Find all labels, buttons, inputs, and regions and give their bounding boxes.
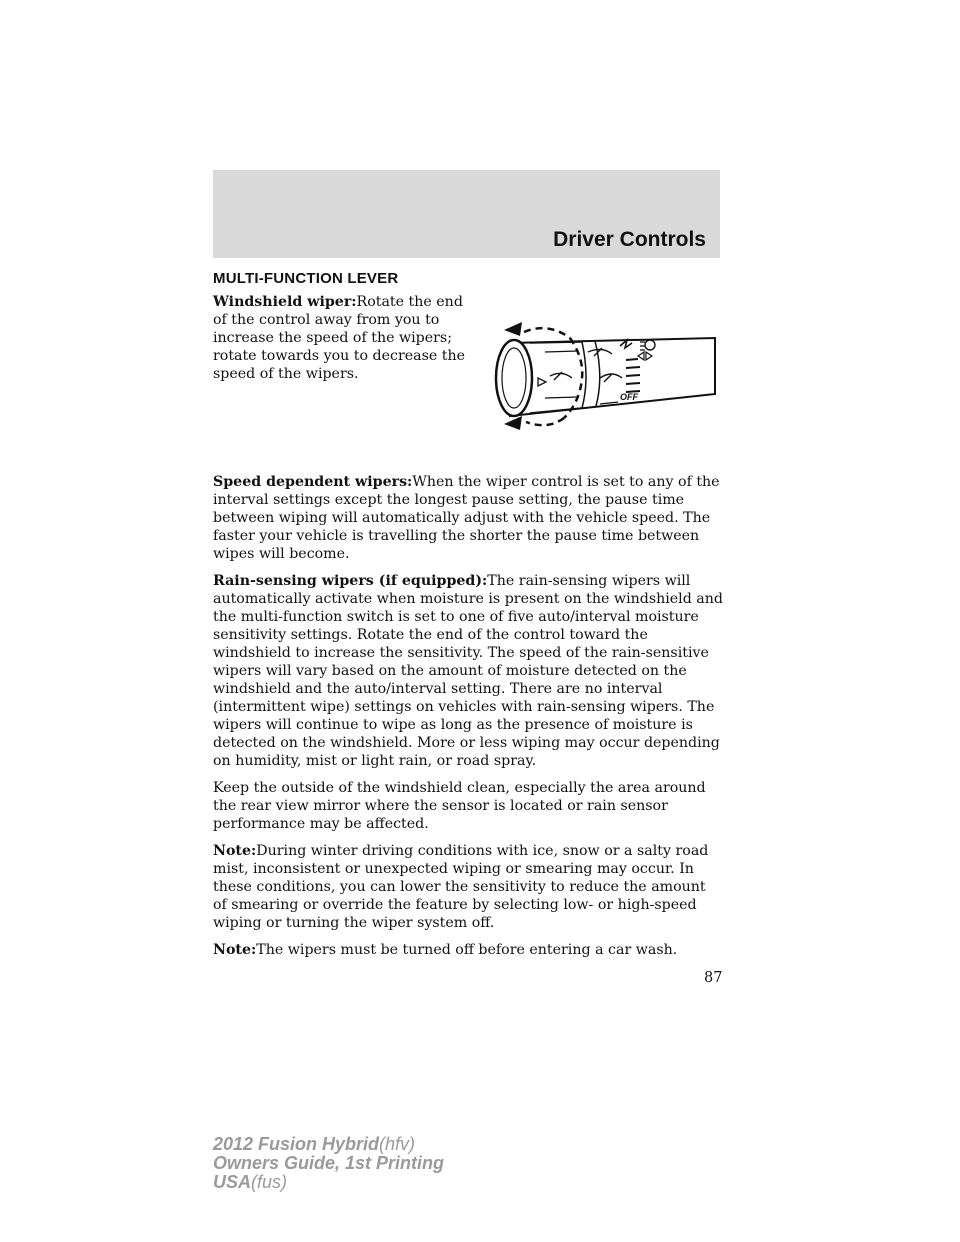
paragraph-note-winter	[213, 842, 723, 932]
intro-text: Rotate the end of the control away from you to increase the speed of the wipers; rotate towards you to decrease the speed of the wipers.	[213, 294, 466, 382]
header-band	[213, 170, 720, 258]
paragraph-lead: Rain-sensing wipers (if equipped):	[213, 573, 488, 589]
paragraph-text: During winter driving conditions with ice, snow or a salty road mist, inconsistent or unexpected wiping or smearing may occur. In these conditions, you can lower the sensitivity to reduce the amount of smearing or override the feature by selecting low- or high-speed wiping or turning the wiper system off.	[213, 843, 709, 931]
section-heading: MULTI-FUNCTION LEVER	[213, 270, 399, 287]
arrow-up-icon	[504, 322, 522, 336]
body-text	[213, 473, 723, 968]
footer-model: 2012 Fusion Hybrid	[213, 1134, 380, 1154]
paragraph-text: When the wiper control is set to any of the interval settings except the longest pause setting, the pause time between wiping will automatically adjust with the vehicle speed. The faster your vehicle is travelling the shorter the pause time between wipes will become.	[213, 474, 720, 562]
paragraph-speed-dependent	[213, 473, 723, 563]
paragraph-lead: Note:	[213, 843, 257, 859]
paragraph-lead: Speed dependent wipers:	[213, 474, 413, 490]
page-number: 87	[704, 970, 723, 986]
footer-region: USA	[213, 1172, 252, 1192]
lever-off-label: OFF	[620, 392, 638, 402]
paragraph-text: The wipers must be turned off before entering a car wash.	[256, 942, 678, 958]
paragraph-lead: Note:	[213, 942, 257, 958]
header-title: Driver Controls	[553, 228, 706, 251]
footer-region-code: (fus)	[251, 1172, 288, 1192]
footer-line-1	[213, 1135, 444, 1154]
paragraph-note-car-wash	[213, 941, 723, 959]
footer-model-code: (hfv)	[379, 1134, 416, 1154]
paragraph-rain-sensing	[213, 572, 723, 770]
multi-function-lever-icon	[490, 318, 722, 430]
footer-line-3	[213, 1173, 444, 1192]
footer-line-2: Owners Guide, 1st Printing	[213, 1153, 445, 1173]
intro-paragraph	[213, 293, 473, 383]
paragraph-text: The rain-sensing wipers will automatically activate when moisture is present on the windshield and the multi-function switch is set to one of five auto/interval moisture sensitivity settings. Rotate the end of the control toward the windshield to increase the sensitivity. The speed of the rain-sensitive wipers will vary based on the amount of moisture detected on the windshield and the auto/interval setting. There are no interval (intermittent wipe) settings on vehicles with rain-sensing wipers. The wipers will continue to wipe as long as the presence of moisture is detected on the windshield. More or less wiping may occur depending on humidity, mist or light rain, or road spray.	[213, 573, 723, 769]
intro-lead: Windshield wiper:	[213, 294, 357, 310]
paragraph-keep-clean	[213, 779, 723, 833]
paragraph-text: Keep the outside of the windshield clean, especially the area around the rear view mirror where the sensor is located or rain sensor performance may be affected.	[213, 780, 706, 832]
footer-imprint	[213, 1135, 444, 1192]
arrow-down-icon	[504, 416, 522, 430]
